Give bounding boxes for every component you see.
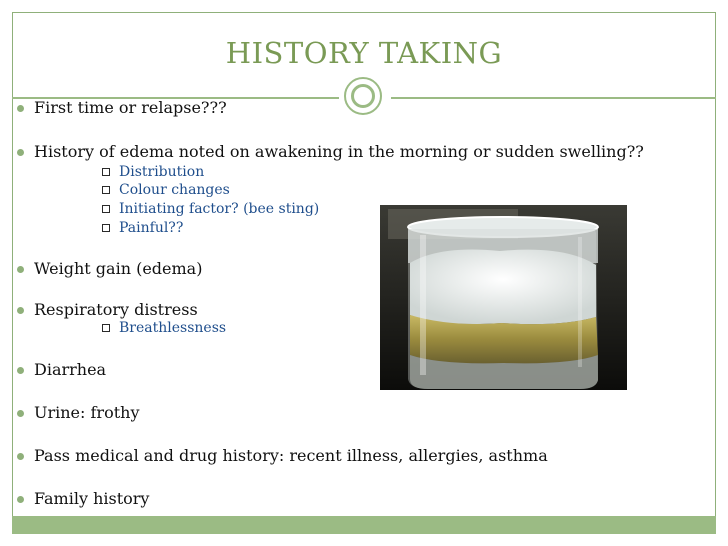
bullet-urine-frothy: Urine: frothy — [34, 403, 140, 422]
bullet-diarrhea: Diarrhea — [34, 360, 107, 379]
bullet-first-time: First time or relapse??? — [34, 98, 227, 117]
sub-bullet-breathlessness: Breathlessness — [119, 320, 227, 336]
circle-ornament-icon — [344, 77, 382, 115]
title-divider-right — [391, 97, 716, 99]
bullet-weight-gain: Weight gain (edema) — [34, 259, 203, 278]
sub-bullet-distribution: Distribution — [119, 164, 205, 180]
sub-bullet-painful: Painful?? — [119, 220, 184, 236]
bullet-edema-history: History of edema noted on awakening in the morning or sudden swelling?? — [34, 142, 644, 161]
slide-title: HISTORY TAKING — [225, 36, 503, 70]
sub-bullet-initiating-factor: Initiating factor? (bee sting) — [119, 201, 320, 217]
bottom-accent-band — [12, 516, 716, 534]
bullet-past-history: Pass medical and drug history: recent illness, allergies, asthma — [34, 446, 548, 465]
bullet-family-history: Family history — [34, 489, 150, 508]
sub-bullet-colour-changes: Colour changes — [119, 182, 230, 198]
frothy-urine-jar-photo — [380, 205, 627, 390]
bullet-respiratory-distress: Respiratory distress — [34, 300, 198, 319]
